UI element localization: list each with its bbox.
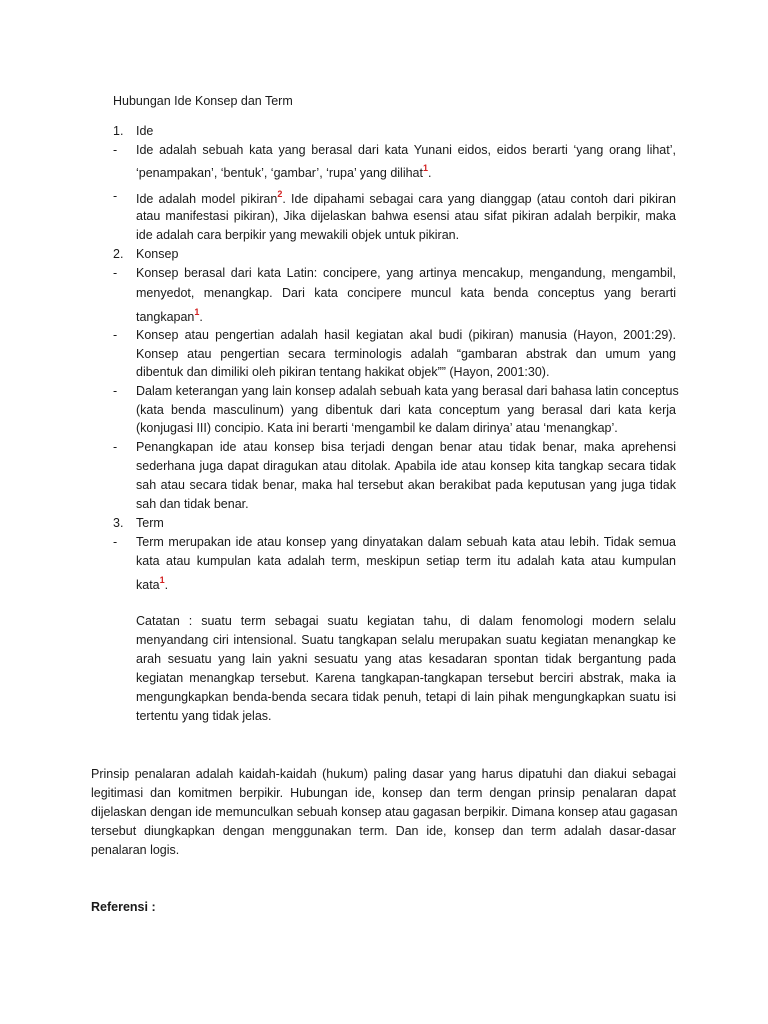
term-note-line6: tertentu yang tidak jelas. [136, 709, 272, 723]
term-note-line2: menyandang ciri intensional. Suatu tangkapan selalu merupakan suatu kegiatan menangkap ke [136, 633, 676, 647]
bullet-dash: - [113, 189, 118, 203]
ide-b2-line1: Ide adalah model pikiran$^2$. Ide dipahami sebagai cara yang dianggap (atau contoh dari pikiran [136, 189, 676, 206]
footnote-marker: 2 [277, 189, 283, 199]
section-heading-term: Term [136, 516, 164, 530]
footnote-marker: 1 [159, 575, 165, 585]
prinsip-line2: legitimasi dan komitmen berpikir. Hubungan ide, konsep dan term dengan prinsip penalaran dapat [91, 786, 676, 800]
konsep-b1-line2: menyedot, menangkap. Dari kata concipere muncul kata benda conceptus yang berarti [136, 286, 676, 300]
prinsip-line3: dijelaskan dengan ide memunculkan sebuah konsep atau gagasan berpikir. Dimana konsep atau gagasan [91, 805, 678, 819]
term-note-line3: arah sesuatu yang lain yakni sesuatu yang atas kesadaran spontan tidak bergantung pada [136, 652, 676, 666]
footnote-marker: 1 [194, 307, 200, 317]
term-note-line5: mengungkapkan benda-benda secara tidak penuh, tetapi di lain pihak mengungkapkan suatu isi [136, 690, 676, 704]
document-title: Hubungan Ide Konsep dan Term [113, 94, 293, 108]
ide-b2-line3: ide adalah cara berpikir yang mewakili objek untuk pikiran. [136, 228, 460, 242]
section-number-3: 3. [113, 516, 124, 530]
section-number-1: 1. [113, 124, 124, 138]
term-b1-line3: kata$^1$. [136, 575, 169, 592]
konsep-b1-line3: tangkapan$^1$. [136, 307, 203, 324]
bullet-dash: - [113, 328, 118, 342]
referensi-heading: Referensi : [91, 900, 156, 914]
konsep-b2-line3: dibentuk dan dimiliki oleh pikiran tentang hakikat objek”” (Hayon, 2001:30). [136, 365, 550, 379]
footnote-marker: 1 [422, 163, 428, 173]
konsep-b3-line2: (kata benda masculinum) yang dibentuk dari kata conceptum yang berasal dari kata kerja [136, 403, 676, 417]
prinsip-line4: tersebut diungkapkan dengan menggunakan term. Dan ide, konsep dan term adalah dasar-dasar [91, 824, 676, 838]
term-note-line4: kegiatan menangkap tersebut. Karena tangkapan-tangkapan tersebut berciri abstrak, maka ia [136, 671, 676, 685]
section-heading-ide: Ide [136, 124, 154, 138]
konsep-b4-line4: sah dan tidak benar. [136, 497, 249, 511]
bullet-dash: - [113, 143, 118, 157]
bullet-dash: - [113, 266, 118, 280]
bullet-dash: - [113, 440, 118, 454]
ide-b1-line1: Ide adalah sebuah kata yang berasal dari kata Yunani eidos, eidos berarti ‘yang orang lihat’, [136, 143, 676, 157]
section-heading-konsep: Konsep [136, 247, 179, 261]
konsep-b3-line1: Dalam keterangan yang lain konsep adalah sebuah kata yang berasal dari bahasa latin conceptus [136, 384, 679, 398]
konsep-b3-line3: (konjugasi III) concipio. Kata ini berarti ‘mengambil ke dalam dirinya’ atau ‘menangkap’. [136, 421, 618, 435]
konsep-b4-line1: Penangkapan ide atau konsep bisa terjadi dengan benar atau tidak benar, maka aprehensi [136, 440, 676, 454]
konsep-b2-line2: Konsep atau pengertian secara terminologis adalah “gambaran abstrak dan umum yang [136, 347, 676, 361]
ide-b2-line2: atau manifestasi pikiran), Jika dijelaskan bahwa esensi atau sifat pikiran adalah berpikir, maka [136, 209, 676, 223]
term-note-line1: Catatan : suatu term sebagai suatu kegiatan tahu, di dalam fenomologi modern selalu [136, 614, 676, 628]
term-b1-line2: kata atau kumpulan kata adalah term, meskipun setiap term itu adalah kata atau kumpulan [136, 554, 676, 568]
section-number-2: 2. [113, 247, 124, 261]
ide-b1-line2: ‘penampakan’, ‘bentuk’, ‘gambar’, ‘rupa’ yang dilihat$^1$. [136, 163, 432, 180]
konsep-b2-line1: Konsep atau pengertian adalah hasil kegiatan akal budi (pikiran) manusia (Hayon, 2001:29). [136, 328, 676, 342]
bullet-dash: - [113, 384, 118, 398]
prinsip-line5: penalaran logis. [91, 843, 180, 857]
konsep-b4-line3: sah atau secara tidak benar, maka hal tersebut akan berakibat pada keputusan yang juga tidak [136, 478, 676, 492]
prinsip-line1: Prinsip penalaran adalah kaidah-kaidah (hukum) paling dasar yang harus dipatuhi dan diakui sebagai [91, 767, 676, 781]
term-b1-line1: Term merupakan ide atau konsep yang dinyatakan dalam sebuah kata atau lebih. Tidak semua [136, 535, 676, 549]
bullet-dash: - [113, 535, 118, 549]
konsep-b1-line1: Konsep berasal dari kata Latin: concipere, yang artinya mencakup, mengandung, mengambil, [136, 266, 676, 280]
konsep-b4-line2: sederhana juga dapat diragukan atau ditolak. Apabila ide atau konsep kita tangkap secara tidak [136, 459, 676, 473]
